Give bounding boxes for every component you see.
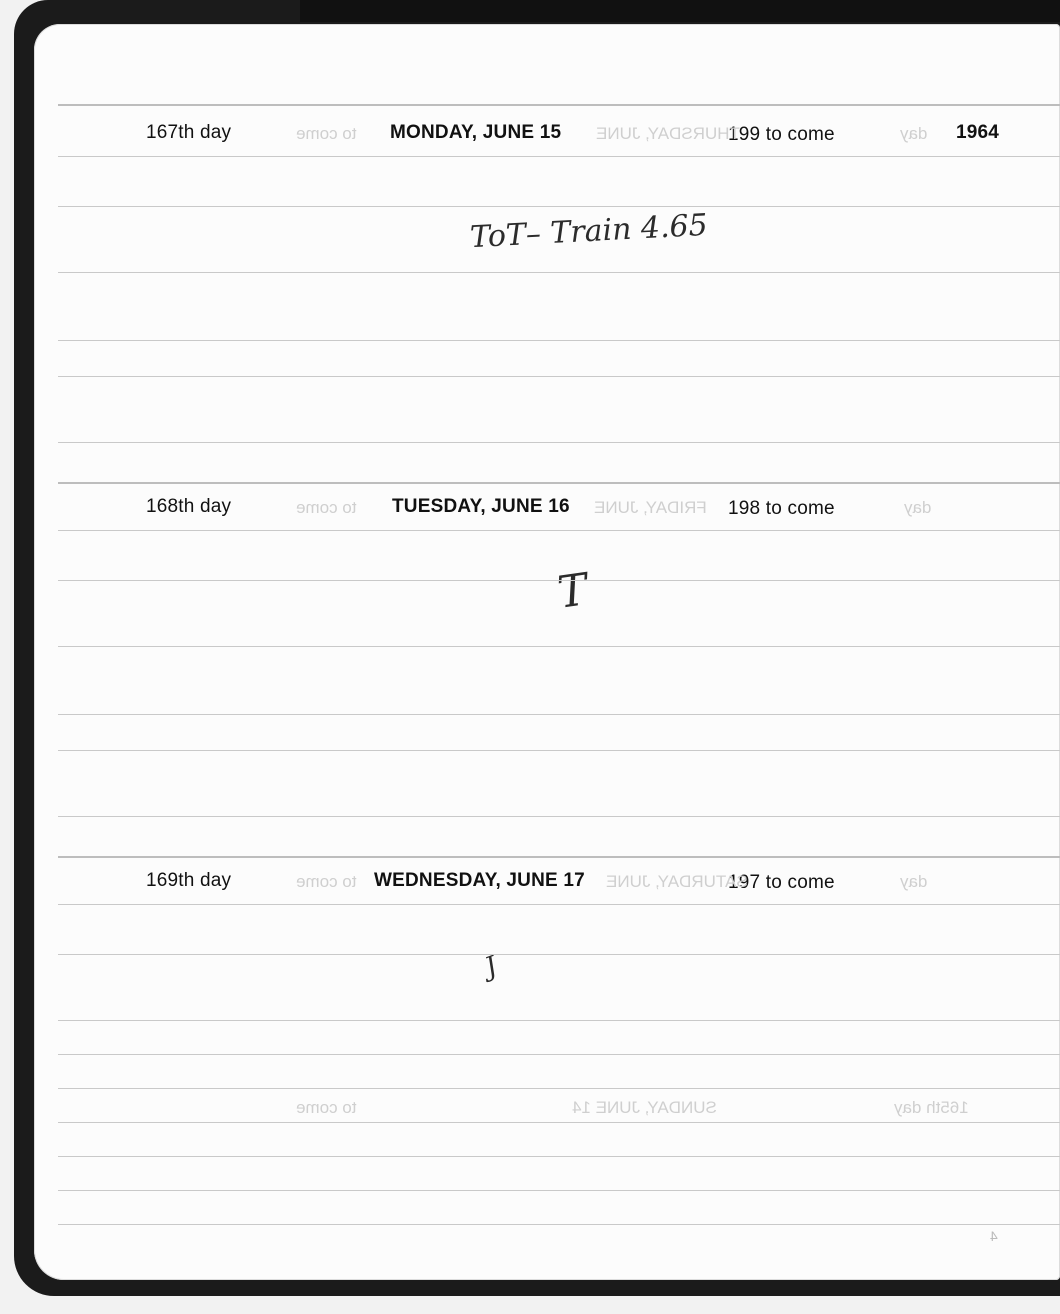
bleed-through-text: SUNDAY, JUNE 14 [572, 1098, 717, 1117]
ruled-line [58, 156, 1060, 157]
ruled-line [58, 530, 1060, 531]
bleed-through-text: 165th day [894, 1098, 969, 1117]
ruled-line [58, 1156, 1060, 1157]
ruled-line [58, 750, 1060, 751]
day-count-label: 168th day [146, 496, 232, 517]
diary-page [34, 24, 1060, 1280]
ruled-line [58, 482, 1060, 484]
ruled-line [58, 104, 1060, 106]
ruled-line [58, 954, 1060, 955]
bleed-through-text: FRIDAY, JUNE [594, 498, 707, 517]
days-remaining-label: 197 to come [728, 872, 835, 893]
ruled-line [58, 1088, 1060, 1089]
handwritten-note: ToT– Train 4.65 [469, 207, 709, 256]
day-count-label: 169th day [146, 870, 232, 891]
ruled-line [58, 1122, 1060, 1123]
cover-edge [300, 0, 1060, 22]
bleed-through-text: day [900, 124, 928, 143]
ruled-line [58, 376, 1060, 377]
ruled-line [58, 1020, 1060, 1021]
ruled-line [58, 580, 1060, 581]
bleed-through-text: to come [296, 498, 357, 517]
bleed-through-page-number: 4 [990, 1228, 998, 1244]
ruled-line [58, 856, 1060, 858]
ruled-line [58, 1224, 1060, 1225]
ruled-line [58, 1190, 1060, 1191]
bleed-through-text: day [904, 498, 932, 517]
bleed-through-text: day [900, 872, 928, 891]
bleed-through-text: SATURDAY, JUNE [606, 872, 748, 891]
bleed-through-text: to come [296, 124, 357, 143]
date-heading: TUESDAY, JUNE 16 [392, 496, 570, 517]
handwritten-note: T [554, 564, 591, 619]
days-remaining-label: 198 to come [728, 498, 835, 519]
year-label: 1964 [956, 122, 1000, 143]
ruled-line [58, 340, 1060, 341]
day-count-label: 167th day [146, 122, 232, 143]
ruled-line [58, 442, 1060, 443]
ruled-line [58, 904, 1060, 905]
ruled-line [58, 816, 1060, 817]
days-remaining-label: 199 to come [728, 124, 835, 145]
bleed-through-text: to come [296, 1098, 357, 1117]
date-heading: MONDAY, JUNE 15 [390, 122, 562, 143]
ruled-line [58, 714, 1060, 715]
bleed-through-text: THURSDAY, JUNE [596, 124, 740, 143]
handwritten-note: J [481, 951, 502, 983]
ruled-line [58, 1054, 1060, 1055]
ruled-line [58, 206, 1060, 207]
ruled-line [58, 272, 1060, 273]
date-heading: WEDNESDAY, JUNE 17 [374, 870, 585, 891]
bleed-through-text: to come [296, 872, 357, 891]
ruled-line [58, 646, 1060, 647]
